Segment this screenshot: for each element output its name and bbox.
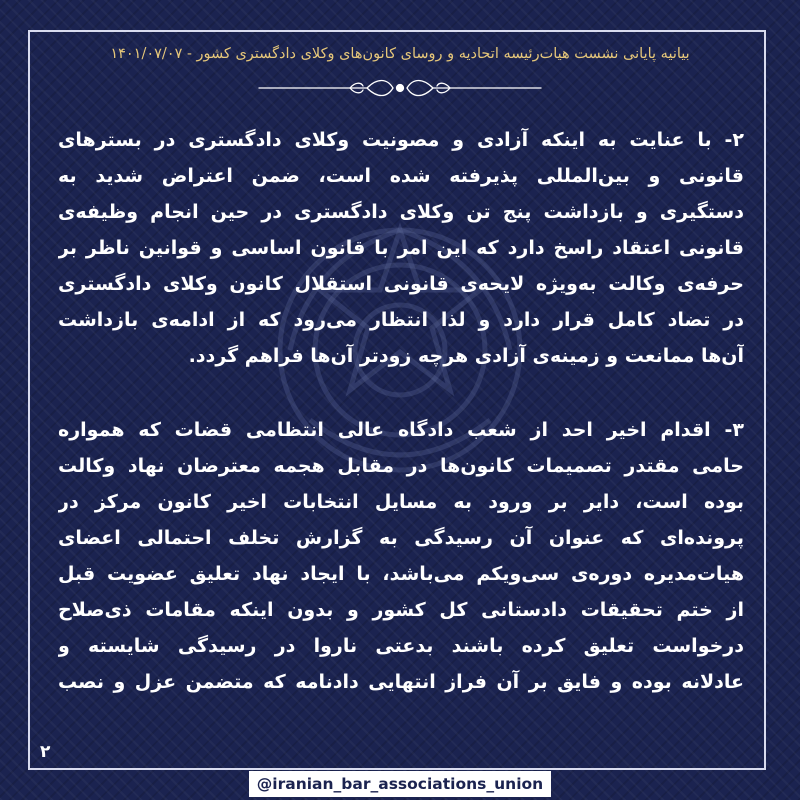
paragraph-gap (58, 374, 744, 412)
paragraph-3-line: حامی مقتدر تصمیمات کانون‌ها در مقابل هجمه معترضان نهاد وکالت (58, 455, 744, 477)
page-number: ۲ (40, 742, 51, 762)
paragraph-2-line: در تضاد کامل قرار دارد و لذا انتظار می‌رود که از ادامه‌ی بازداشت (58, 309, 744, 331)
paragraph-2-line: قانونی اعتقاد راسخ دارد که این امر با قانون اساسی و قوانین ناظر بر (58, 237, 744, 259)
paragraph-3-line: درخواست تعلیق کرده باشند بدعتی ناروا در رسیدگی شایسته و (58, 635, 744, 657)
paragraph-3-line: از ختم تحقیقات دادستانی کل کشور و بدون اینکه مقامات ذی‌صلاح (58, 599, 744, 621)
paragraph-3-line: عادلانه بوده و فایق بر آن فراز انتهایی دادنامه که متضمن عزل و نصب (58, 671, 744, 693)
paragraph-3-line: هیات‌مدیره دوره‌ی سی‌ویکم می‌باشد، با ایجاد نهاد تعلیق عضویت قبل (58, 563, 744, 585)
statement-body (58, 122, 744, 700)
social-handle: @iranian_bar_associations_union (249, 771, 551, 797)
paragraph-2-line: قانونی و بین‌المللی پذیرفته شده است، ضمن اعتراض شدید به (58, 165, 744, 187)
paragraph-2-line: آن‌ها ممانعت و زمینه‌ی آزادی هرچه زودتر آن‌ها فراهم گردد. (188, 345, 744, 367)
ornament-divider-icon (255, 78, 545, 98)
paragraph-2-line: حرفه‌ی وکالت به‌ویژه لایحه‌ی قانونی استقلال کانون وکلای دادگستری (58, 273, 744, 295)
paragraph-2-line: ۲- با عنایت به اینکه آزادی و مصونیت وکلای دادگستری در بسترهای (58, 129, 744, 151)
paragraph-3-line: ۳- اقدام اخیر احد از شعب دادگاه عالی انتظامی قضات که همواره (58, 419, 744, 441)
paragraph-2-line: دستگیری و بازداشت پنج تن وکلای دادگستری در حین انجام وظیفه‌ی (58, 201, 744, 223)
paragraph-3-line: پرونده‌ای که عنوان آن رسیدگی به گزارش تخلف احتمالی اعضای (58, 527, 744, 549)
statement-title: بیانیه پایانی نشست هیات‌رئیسه اتحادیه و روسای کانون‌های وکلای دادگستری کشور - ۱۴۰۱/۰۷/۰۷ (110, 46, 690, 62)
paragraph-3-line: بوده است، دایر بر ورود به مسایل انتخابات اخیر کانون مرکز در (58, 491, 744, 513)
